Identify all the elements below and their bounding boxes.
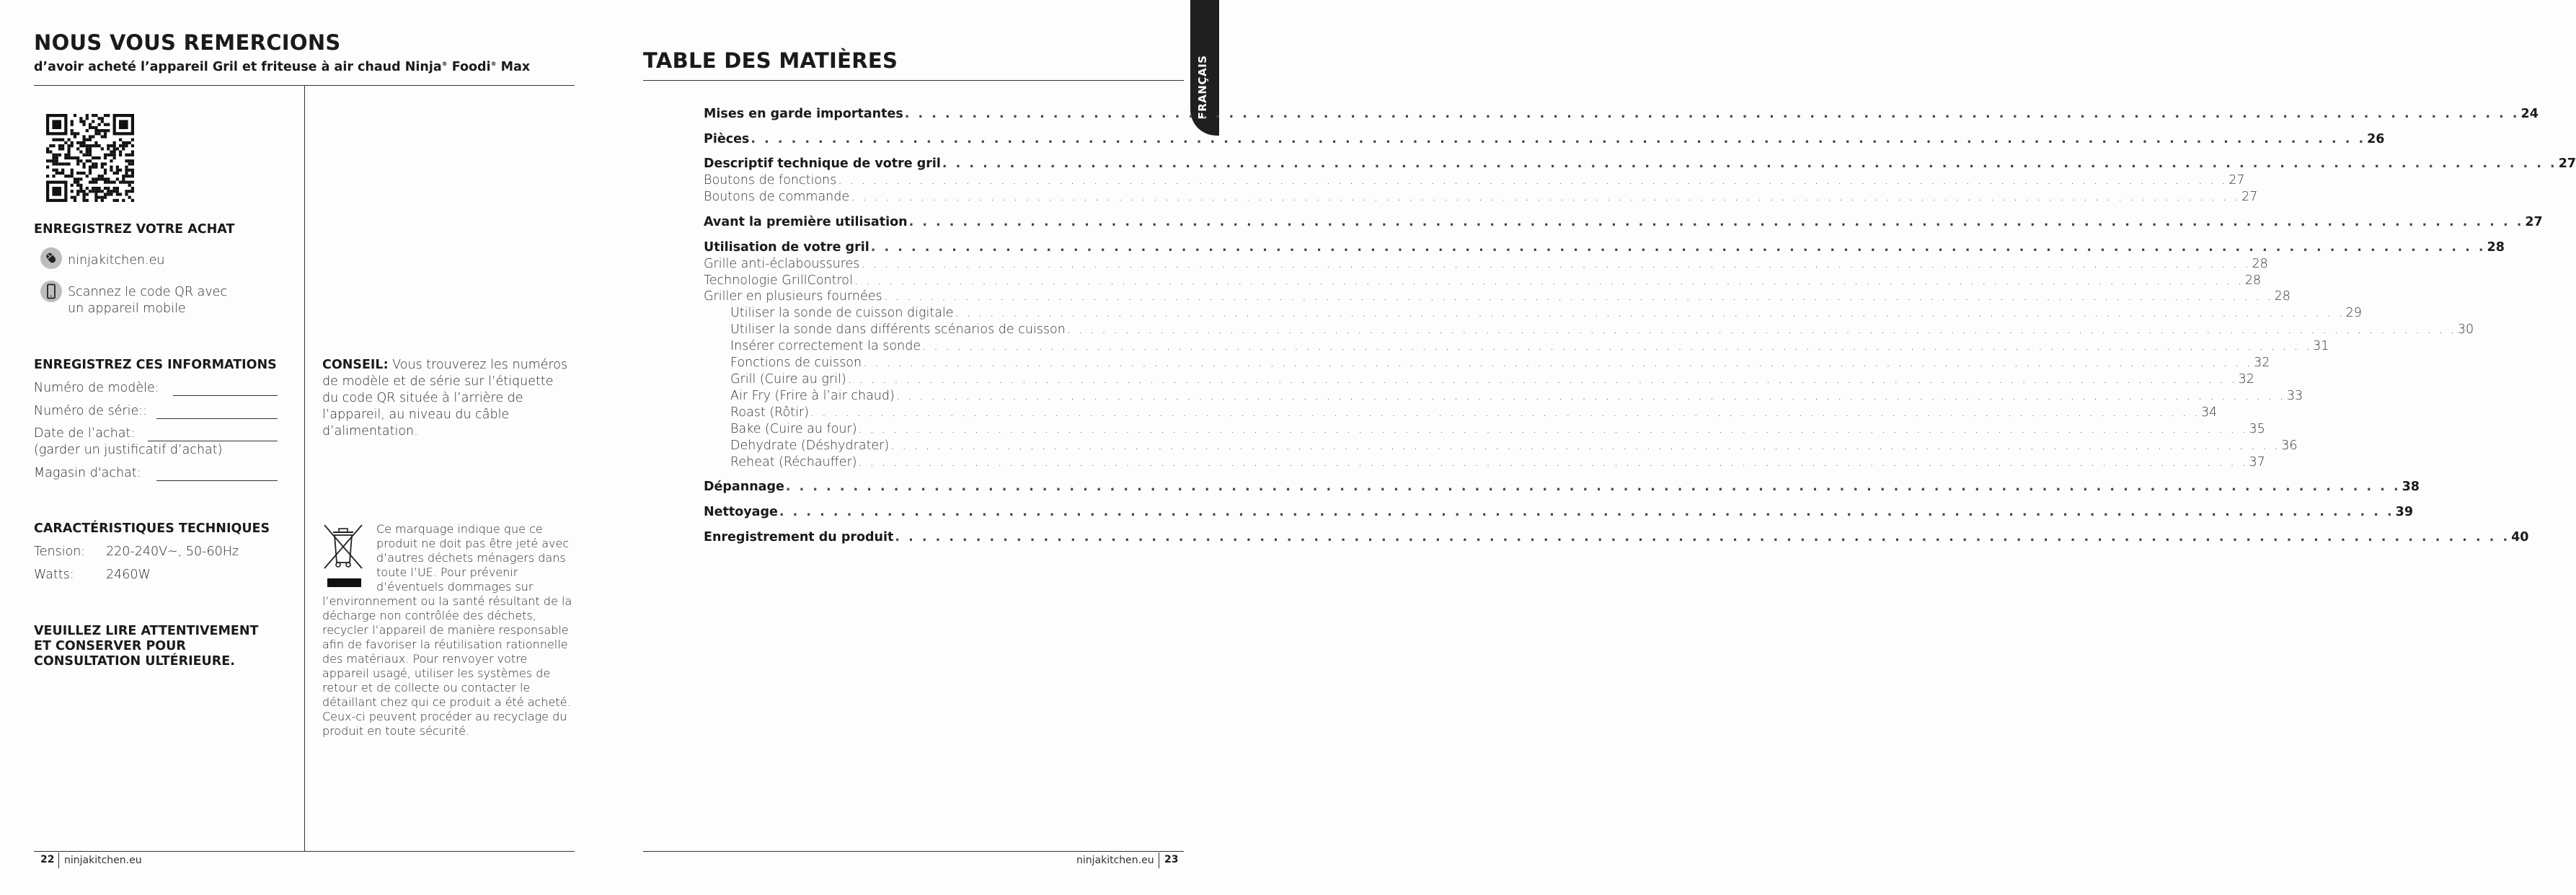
- toc-entry-page: 34: [2201, 405, 2218, 420]
- footer-site-right: ninjakitchen.eu: [1076, 855, 1154, 866]
- toc-entry-page: 38: [2402, 480, 2420, 494]
- serial-number-label: Numéro de série::: [34, 404, 148, 418]
- toc-entry-page: 27: [2241, 190, 2258, 204]
- toc-entry-page: 26: [2367, 132, 2385, 146]
- toc-entry-label: Grill (Cuire au gril): [730, 372, 846, 387]
- toc-leader-dots: . . . . . . . . . . . . . . . . . . . . . . . . . . . . . . . . . . . . . . . . . . . . . . . . . . . . . . . . . . . . . . . . . . . . . . . . . . . . . . . . . . . . . . . . . . . . . . . . . . . . . . . . . . . . . . . . . . . . . . . .: [858, 422, 2248, 436]
- toc-leader-dots: . . . . . . . . . . . . . . . . . . . . . . . . . . . . . . . . . . . . . . . . . . . . . . . . . . . . . . . . . . . . . . . . . . . . . . . . . . . . . . . . . . . . . . . . . . . . . . . . . . . . . . . . . . . . . . . . . . . . . . . .: [838, 173, 2228, 188]
- watts-value: 2460W: [106, 568, 151, 582]
- qr-code[interactable]: [46, 114, 134, 202]
- toc-entry-page: 40: [2511, 530, 2529, 545]
- toc-leader-dots: . . . . . . . . . . . . . . . . . . . . . . . . . . . . . . . . . . . . . . . . . . . . . . . . . . . . . . . . . . . . . . . . . . . . . . . . . . . . . . . . . . . . . . . . . . . . . . . . . . . . . . . . . . . . . . . . . . . . . . . .: [854, 273, 2244, 288]
- read-warning: VEUILLEZ LIRE ATTENTIVEMENT ET CONSERVER POUR CONSULTATION ULTÉRIEURE.: [34, 624, 259, 669]
- tip-text: CONSEIL: Vous trouverez les numéros de modèle et de série sur l’étiquette du code QR située à l’arrière de l’appareil, au niveau du câble d’alimentation.: [322, 358, 568, 438]
- mouse-icon: [40, 247, 62, 269]
- toc-entry[interactable]: [704, 480, 2420, 496]
- toc-entry-page: 28: [2274, 289, 2290, 304]
- toc-entry-page: 27: [2525, 215, 2543, 229]
- toc-entry-page: 30: [2457, 322, 2474, 337]
- toc-entry[interactable]: [704, 190, 2258, 206]
- toc-entry-label: Grille anti-éclaboussures: [704, 257, 860, 271]
- toc-entry[interactable]: [704, 455, 2265, 472]
- toc-entry-label: Griller en plusieurs fournées: [704, 289, 882, 304]
- toc-entry-label: Utilisation de votre gril: [704, 240, 869, 255]
- toc-entry[interactable]: [704, 289, 2290, 306]
- toc-leader-dots: . . . . . . . . . . . . . . . . . . . . . . . . . . . . . . . . . . . . . . . . . . . . . . . . . . . . . . . . . . . . . . . . . . . . . . . . . . . . . . . . . . . . . . . . . . . . . . . . . . . . . . . . . . . . . . . . . . . . . . . .: [863, 356, 2253, 370]
- language-tab-label: FRANÇAIS: [1196, 55, 1209, 120]
- toc-leader-dots: . . . . . . . . . . . . . . . . . . . . . . . . . . . . . . . . . . . . . . . . . . . . . . . . . . . . . . . . . . . . . . . . . . . . . . . . . . . . . . . . . . . . . . . . . . . . . . . . . . . . . . . . . . . . . . . . . . . . . . . .: [890, 438, 2280, 453]
- toc-leader-dots: . . . . . . . . . . . . . . . . . . . . . . . . . . . . . . . . . . . . . . . . . . . . . . . . . . . . . . . . . . . . . . . . . . . . . . . . . . . . . . . . . . . . . . . . . . . . . . . . . . . . . . . . . . . . . . . . . . . . . . . .: [895, 389, 2285, 403]
- toc-leader-dots: . . . . . . . . . . . . . . . . . . . . . . . . . . . . . . . . . . . . . . . . . . . . . . . . . . . . . . . . . . . . . . . . . . . . . . . . . . . . . . . . . . . . . . . . . . . . . . . . . . . . . . . . . . . . . . . . . . . . . . . .: [847, 372, 2237, 387]
- toc-entry[interactable]: [704, 422, 2265, 438]
- toc-entry-page: 39: [2395, 505, 2414, 519]
- page-subtitle: d’avoir acheté l’appareil Gril et friteuse à air chaud Ninja® Foodi® Max: [34, 60, 531, 74]
- scan-instructions: Scannez le code QR avec un appareil mobile: [68, 285, 228, 316]
- toc-entry-page: 32: [2238, 372, 2254, 387]
- toc-entry-label: Reheat (Réchauffer): [730, 455, 857, 469]
- toc-entry-label: Roast (Rôtir): [730, 405, 809, 420]
- toc-entry-page: 28: [2244, 273, 2262, 288]
- toc-entry-page: 31: [2313, 339, 2329, 353]
- toc-entry[interactable]: [704, 173, 2245, 190]
- toc-title: TABLE DES MATIÈRES: [643, 48, 898, 73]
- footer-divider-left: [58, 852, 59, 868]
- toc-entry[interactable]: [704, 107, 2539, 123]
- footer-site-left: ninjakitchen.eu: [64, 855, 142, 866]
- model-number-field[interactable]: [173, 395, 278, 396]
- toc-entry-page: 28: [2487, 240, 2505, 255]
- toc-leader-dots: . . . . . . . . . . . . . . . . . . . . . . . . . . . . . . . . . . . . . . . . . . . . . . . . . . . . . . . . . . . . . . . . . . . . . . . . . . . . . . . . . . . . . . . . . . . . . . . . . . . . . . . . . . . . . . . . . . . . . . . .: [895, 530, 2510, 545]
- toc-leader-dots: . . . . . . . . . . . . . . . . . . . . . . . . . . . . . . . . . . . . . . . . . . . . . . . . . . . . . . . . . . . . . . . . . . . . . . . . . . . . . . . . . . . . . . . . . . . . . . . . . . . . . . . . . . . . . . . . . . . . . . . .: [810, 405, 2200, 420]
- toc-entry[interactable]: [704, 257, 2268, 273]
- toc-leader-dots: . . . . . . . . . . . . . . . . . . . . . . . . . . . . . . . . . . . . . . . . . . . . . . . . . . . . . . . . . . . . . . . . . . . . . . . . . . . . . . . . . . . . . . . . . . . . . . . . . . . . . . . . . . . . . . . . . . . . . . . .: [751, 132, 2366, 146]
- toc-entry-label: Descriptif technique de votre gril: [704, 156, 941, 171]
- toc-entry-page: 33: [2286, 389, 2303, 403]
- toc-entry-label: Boutons de fonctions: [704, 173, 837, 188]
- voltage-value: 220-240V~, 50-60Hz: [106, 545, 239, 559]
- toc-entry-page: 27: [2558, 156, 2576, 171]
- toc-leader-dots: . . . . . . . . . . . . . . . . . . . . . . . . . . . . . . . . . . . . . . . . . . . . . . . . . . . . . . . . . . . . . . . . . . . . . . . . . . . . . . . . . . . . . . . . . . . . . . . . . . . . . . . . . . . . . . . . . . . . . . . .: [908, 215, 2524, 229]
- toc-entry-page: 32: [2254, 356, 2270, 370]
- toc-entry-label: Utiliser la sonde dans différents scénarios de cuisson: [730, 322, 1066, 337]
- toc-leader-dots: . . . . . . . . . . . . . . . . . . . . . . . . . . . . . . . . . . . . . . . . . . . . . . . . . . . . . . . . . . . . . . . . . . . . . . . . . . . . . . . . . . . . . . . . . . . . . . . . . . . . . . . . . . . . . . . . . . . . . . . .: [955, 306, 2345, 320]
- purchase-proof-note: (garder un justificatif d’achat): [34, 443, 223, 457]
- toc-entry[interactable]: [704, 438, 2298, 455]
- toc-entry[interactable]: [704, 530, 2529, 547]
- model-number-label: Numéro de modèle:: [34, 381, 159, 395]
- toc-entry[interactable]: [704, 356, 2270, 372]
- toc-leader-dots: . . . . . . . . . . . . . . . . . . . . . . . . . . . . . . . . . . . . . . . . . . . . . . . . . . . . . . . . . . . . . . . . . . . . . . . . . . . . . . . . . . . . . . . . . . . . . . . . . . . . . . . . . . . . . . . . . . . . . . . .: [870, 240, 2486, 255]
- toc-entry-label: Fonctions de cuisson: [730, 356, 862, 370]
- toc-entry-label: Technologie GrillControl: [704, 273, 853, 288]
- website-link[interactable]: ninjakitchen.eu: [68, 253, 165, 268]
- toc-leader-dots: . . . . . . . . . . . . . . . . . . . . . . . . . . . . . . . . . . . . . . . . . . . . . . . . . . . . . . . . . . . . . . . . . . . . . . . . . . . . . . . . . . . . . . . . . . . . . . . . . . . . . . . . . . . . . . . . . . . . . . . .: [922, 339, 2312, 353]
- weee-notice: Ce marquage indique que ce produit ne doit pas être jeté avec d’autres déchets ménagers dans toute l’UE. Pour prévenir d’éventuels dommages sur l’environnement ou la santé résultant de la décharge non contrôlée des déchets, recycler l’appareil de manière responsable afin de favoriser la réutilisation rationnelle des matériaux. Pour renvoyer votre appareil usagé, utiliser les systèmes de retour et de collecte ou contacter le détaillant chez qui ce produit a été acheté. Ceux-ci peuvent procéder au recyclage du produit en toute sécurité.: [322, 522, 572, 738]
- footer-rule-left: [34, 851, 575, 852]
- toc-entry[interactable]: [704, 306, 2362, 322]
- toc-entry-page: 35: [2249, 422, 2265, 436]
- toc-leader-dots: . . . . . . . . . . . . . . . . . . . . . . . . . . . . . . . . . . . . . . . . . . . . . . . . . . . . . . . . . . . . . . . . . . . . . . . . . . . . . . . . . . . . . . . . . . . . . . . . . . . . . . . . . . . . . . . . . . . . . . . .: [1066, 322, 2456, 337]
- toc-entry[interactable]: [704, 372, 2254, 389]
- footer-rule-right: [643, 851, 1184, 852]
- toc-entry-label: Nettoyage: [704, 505, 778, 519]
- toc-entry-page: 24: [2520, 107, 2539, 121]
- specs-heading: CARACTÉRISTIQUES TECHNIQUES: [34, 521, 270, 536]
- toc-entry[interactable]: [704, 339, 2329, 356]
- toc-entry-label: Pièces: [704, 132, 750, 146]
- serial-number-field[interactable]: [156, 418, 278, 419]
- toc-entry-page: 27: [2228, 173, 2245, 188]
- column-divider: [304, 85, 305, 852]
- store-label: Magasin d'achat:: [34, 466, 141, 480]
- toc-entry-label: Enregistrement du produit: [704, 530, 894, 545]
- mobile-phone-icon: [40, 281, 62, 302]
- toc-entry-page: 28: [2252, 257, 2268, 271]
- toc-leader-dots: . . . . . . . . . . . . . . . . . . . . . . . . . . . . . . . . . . . . . . . . . . . . . . . . . . . . . . . . . . . . . . . . . . . . . . . . . . . . . . . . . . . . . . . . . . . . . . . . . . . . . . . . . . . . . . . . . . . . . . . .: [785, 480, 2401, 494]
- toc-leader-dots: . . . . . . . . . . . . . . . . . . . . . . . . . . . . . . . . . . . . . . . . . . . . . . . . . . . . . . . . . . . . . . . . . . . . . . . . . . . . . . . . . . . . . . . . . . . . . . . . . . . . . . . . . . . . . . . . . . . . . . . .: [942, 156, 2557, 171]
- toc-entry-page: 29: [2345, 306, 2362, 320]
- toc-entry[interactable]: [704, 156, 2576, 173]
- toc-entry-label: Dehydrate (Déshydrater): [730, 438, 890, 453]
- purchase-date-label: Date de l’achat:: [34, 426, 136, 441]
- toc-leader-dots: . . . . . . . . . . . . . . . . . . . . . . . . . . . . . . . . . . . . . . . . . . . . . . . . . . . . . . . . . . . . . . . . . . . . . . . . . . . . . . . . . . . . . . . . . . . . . . . . . . . . . . . . . . . . . . . . . . . . . . . .: [858, 455, 2248, 469]
- toc-entry[interactable]: [704, 273, 2262, 290]
- toc-entry-page: 36: [2281, 438, 2298, 453]
- toc-leader-dots: . . . . . . . . . . . . . . . . . . . . . . . . . . . . . . . . . . . . . . . . . . . . . . . . . . . . . . . . . . . . . . . . . . . . . . . . . . . . . . . . . . . . . . . . . . . . . . . . . . . . . . . . . . . . . . . . . . . . . . . .: [904, 107, 2520, 121]
- toc-entry[interactable]: [704, 240, 2505, 257]
- toc-header-rule: [643, 80, 1184, 81]
- toc-entry-label: Utiliser la sonde de cuisson digitale: [730, 306, 954, 320]
- toc-entry[interactable]: [704, 322, 2474, 339]
- toc-entry[interactable]: [704, 215, 2543, 232]
- toc-entry-label: Dépannage: [704, 480, 784, 494]
- toc-entry-label: Boutons de commande: [704, 190, 850, 204]
- toc-entry-label: Air Fry (Frire à l’air chaud): [730, 389, 895, 403]
- page-number-right: 23: [1164, 854, 1179, 865]
- record-info-heading: ENREGISTREZ CES INFORMATIONS: [34, 358, 277, 372]
- register-heading: ENREGISTREZ VOTRE ACHAT: [34, 222, 235, 237]
- toc-entry[interactable]: [704, 132, 2385, 149]
- page-title: NOUS VOUS REMERCIONS: [34, 30, 341, 55]
- toc-entry-page: 37: [2249, 455, 2265, 469]
- voltage-label: Tension:: [34, 545, 86, 559]
- toc-entry-label: Avant la première utilisation: [704, 215, 908, 229]
- store-field[interactable]: [156, 480, 278, 481]
- page-number-left: 22: [40, 854, 55, 865]
- toc-leader-dots: . . . . . . . . . . . . . . . . . . . . . . . . . . . . . . . . . . . . . . . . . . . . . . . . . . . . . . . . . . . . . . . . . . . . . . . . . . . . . . . . . . . . . . . . . . . . . . . . . . . . . . . . . . . . . . . . . . . . . . . .: [883, 289, 2273, 304]
- toc-leader-dots: . . . . . . . . . . . . . . . . . . . . . . . . . . . . . . . . . . . . . . . . . . . . . . . . . . . . . . . . . . . . . . . . . . . . . . . . . . . . . . . . . . . . . . . . . . . . . . . . . . . . . . . . . . . . . . . . . . . . . . . .: [851, 190, 2241, 204]
- toc-entry[interactable]: [704, 505, 2414, 521]
- toc-leader-dots: . . . . . . . . . . . . . . . . . . . . . . . . . . . . . . . . . . . . . . . . . . . . . . . . . . . . . . . . . . . . . . . . . . . . . . . . . . . . . . . . . . . . . . . . . . . . . . . . . . . . . . . . . . . . . . . . . . . . . . . .: [861, 257, 2251, 271]
- toc-leader-dots: . . . . . . . . . . . . . . . . . . . . . . . . . . . . . . . . . . . . . . . . . . . . . . . . . . . . . . . . . . . . . . . . . . . . . . . . . . . . . . . . . . . . . . . . . . . . . . . . . . . . . . . . . . . . . . . . . . . . . . . .: [779, 505, 2394, 519]
- watts-label: Watts:: [34, 568, 74, 582]
- toc-entry[interactable]: [704, 405, 2218, 422]
- toc-entry-label: Insérer correctement la sonde: [730, 339, 921, 353]
- toc-entry-label: Bake (Cuire au four): [730, 422, 857, 436]
- toc-entry-label: Mises en garde importantes: [704, 107, 903, 121]
- toc-entry[interactable]: [704, 389, 2303, 405]
